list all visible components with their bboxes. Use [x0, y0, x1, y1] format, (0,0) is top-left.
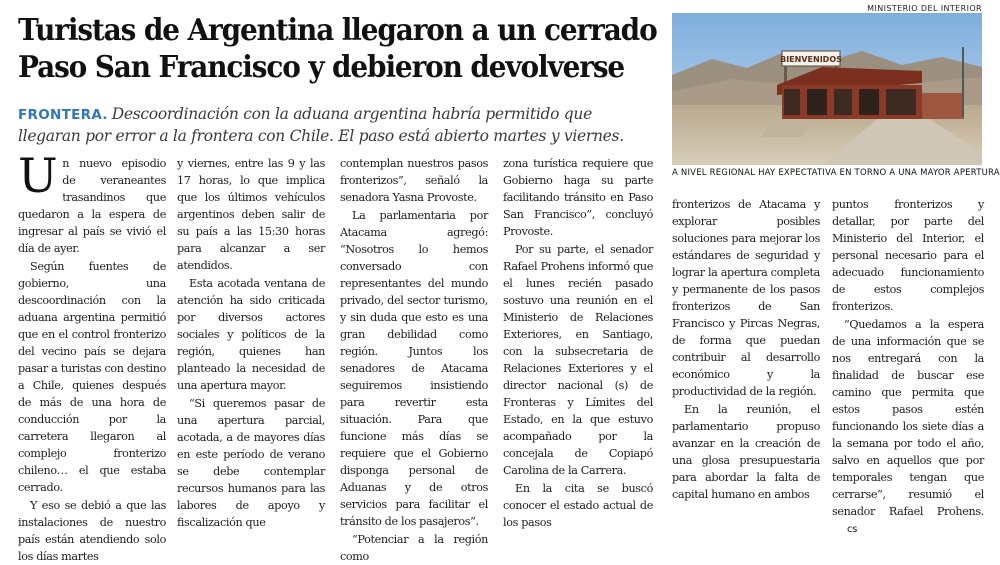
article-column-3 [340, 155, 488, 563]
lead-paragraph [18, 104, 658, 147]
article-paragraph: Según fuentes de gobierno, una descoordinación con la aduana argentina permitió que en el control fronterizo del vecino país se dejara pasar a turistas con destino a Chile, quienes después de más de una hora de conducción por la carretera llegaron al complejo fronterizo chileno… el que estaba cerrado. [18, 260, 166, 494]
article-column-4 [503, 155, 653, 529]
photo-sign-text: BIENVENIDOS [780, 55, 842, 64]
section-label: FRONTERA. [18, 107, 108, 123]
article-paragraph: Un nuevo episodio de veraneantes trasandinos que quedaron a la espera de ingresar al país se vivió el día de ayer. [18, 149, 166, 255]
end-mark-icon: cs [847, 524, 858, 535]
article-paragraph: puntos fronterizos y detallar, por parte del Ministerio del Interior, el personal necesario para el adecuado funcionamiento de estos complejos fronterizos. [832, 198, 984, 313]
headline-line-2: Paso San Francisco y debieron devolverse [18, 50, 625, 85]
article-paragraph: En la cita se buscó conocer el estado actual de los pasos [503, 482, 653, 529]
article-paragraph: contemplan nuestros pasos fronterizos”, señaló la senadora Yasna Provoste. [340, 157, 488, 204]
article-paragraph: “Si queremos pasar de una apertura parcial, acotada, a de mayores días en este período de verano se debe contemplar recursos humanos para las labores de apoyo y fiscalización que [177, 397, 325, 529]
headline [18, 12, 657, 86]
drop-cap: U [18, 149, 58, 204]
article-paragraph: y viernes, entre las 9 y las 17 horas, lo que implica que los últimos vehículos argentinos deben salir de su país a las 15:30 horas para alcanzar a ser atendidos. [177, 157, 325, 272]
photo-credit: MINISTERIO DEL INTERIOR [867, 4, 982, 13]
article-paragraph: Por su parte, el senador Rafael Prohens informó que el lunes recién pasado sostuvo una reunión en el Ministerio de Relaciones Exteriores, en Santiago, con la subsecretaria de Relaciones Exteriores y el director nacional (s) de Fronteras y Límites del Estado, en la que estuvo acompañado por la concejala de Copiapó Carolina de la Carrera. [503, 243, 653, 477]
article-paragraph: Y eso se debió a que las instalaciones de nuestro país están atendiendo solo los días martes [18, 499, 166, 563]
article-column-6 [832, 196, 984, 535]
article-paragraph: “Quedamos a la espera de una información que se nos entregará con la finalidad de buscar ese camino que permita que estos pasos estén funcionando los siete días a la semana por todo el año, salvo en aquellos que por temporales tengan que cerrarse”, resumió el senador Rafael Prohens.cs [832, 316, 984, 538]
article-column-2 [177, 155, 325, 529]
article-column-1 [18, 149, 166, 563]
photo-caption: A NIVEL REGIONAL HAY EXPECTATIVA EN TORNO A UNA MAYOR APERTURA [672, 168, 1000, 178]
article-paragraph: En la reunión, el parlamentario propuso avanzar en la creación de una glosa presupuestaria para abordar la falta de capital humano en ambos [672, 403, 820, 501]
border-complex-photo [672, 13, 982, 165]
photo-illustration [672, 13, 982, 165]
article-paragraph: zona turística requiere que Gobierno haga su parte facilitando tránsito en Paso San Francisco”, concluyó Provoste. [503, 157, 653, 238]
headline-line-1: Turistas de Argentina llegaron a un cerrado [18, 13, 657, 48]
article-paragraph: “Potenciar a la región como [340, 533, 488, 563]
article-paragraph: Esta acotada ventana de atención ha sido criticada por diversos actores sociales y políticos de la región, quienes han planteado la necesidad de una apertura mayor. [177, 277, 325, 392]
article-paragraph: fronterizos de Atacama y explorar posibles soluciones para mejorar los estándares de seguridad y lograr la apertura completa y permanente de los pasos fronterizos de San Francisco y Pircas Negras, de forma que puedan contribuir al desarrollo económico y la productividad de la región. [672, 198, 820, 398]
lead-text: Descoordinación con la aduana argentina habría permitido que llegaran por error a la frontera con Chile. El paso está abierto martes y viernes. [18, 105, 624, 145]
article-paragraph: La parlamentaria por Atacama agregó: “Nosotros lo hemos conversado con representantes del mundo privado, del sector turismo, y sin duda que esto es una gran debilidad como región. Juntos los senadores de Atacama seguiremos insistiendo para revertir esta situación. Para que funcione más días se requiere que el Gobierno disponga personal de Aduanas y de otros servicios para facilitar el tránsito de los pasajeros”. [340, 209, 488, 528]
article-column-5 [672, 196, 820, 501]
